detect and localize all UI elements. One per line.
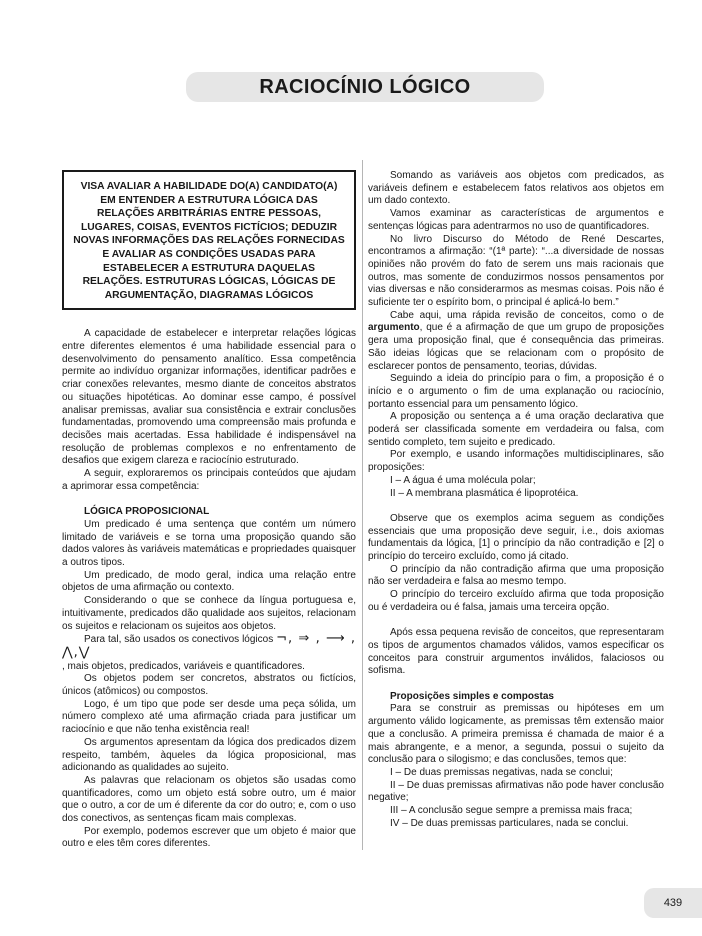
paragraph: Um predicado, de modo geral, indica uma relação entre objetos de uma afirmação ou contexto. xyxy=(62,569,356,594)
list-item: II – A membrana plasmática é lipoprotéica. xyxy=(390,487,579,499)
spacer xyxy=(368,615,664,628)
paragraph: Para se construir as premissas ou hipóteses em um argumento válido logicamente, as premissas têm extensão maior que a conclusão. A primeira premissa é chamada de maior é a mais abrangente, e a menor, a segunda, possui o sujeito da conclusão para o silogismo; e das conclusões, temos que: xyxy=(368,703,664,766)
connectives-tail: , mais objetos, predicados, variáveis e quantificadores. xyxy=(62,660,305,672)
paragraph: Vamos examinar as características de argumentos e sentenças lógicas para adentrarmos no uso de quantificadores. xyxy=(368,208,664,232)
list-item: III – A conclusão segue sempre a premissa mais fraca; xyxy=(390,805,633,817)
paragraph: O princípio da não contradição afirma que uma proposição não ser verdadeira e falsa ao mesmo tempo. xyxy=(368,563,664,588)
paragraph: Após essa pequena revisão de conceitos, que representaram os tipos de argumentos chamados válidos, vamos especificar os conceitos para construir argumentos inválidos, falaciosos ou sofisma. xyxy=(368,627,664,677)
connectives-lead: Para tal, são usados os conectivos lógicos xyxy=(84,634,274,646)
right-column xyxy=(368,170,664,831)
paragraph: Um predicado é uma sentença que contém um número limitado de variáveis e se torna uma proposição quando são dados valores às variáveis matemáticas e propriedades quaisquer a outros tipos. xyxy=(62,518,356,568)
argumento-tail: , que é a afirmação de que um grupo de proposições gera uma proposição final, que é consequência das primeiras. São ideias lógicas que se relacionam com o propósito de esclarecer pontos de pensamento, teorias, dúvidas. xyxy=(368,322,664,372)
argumento-lead: Cabe aqui, uma rápida revisão de conceitos, como o de xyxy=(390,309,664,321)
paragraph-argumento xyxy=(368,310,664,374)
paragraph: A proposição ou sentença a é uma oração declarativa que poderá ser classificada somente em verdadeira ou falsa, com sentido completo, tem sujeito e predicado. xyxy=(368,411,664,448)
page-number-tab xyxy=(644,888,702,918)
section-heading: Proposições simples e compostas xyxy=(390,690,554,702)
left-column xyxy=(62,170,356,851)
spacer xyxy=(368,500,664,513)
argumento-term: argumento xyxy=(368,322,420,334)
spacer xyxy=(368,678,664,691)
paragraph: Seguindo a ideia do princípio para o fim, a proposição é o início e o argumento o fim de uma explanação ou raciocínio, portanto essencial para um pensamento lógico. xyxy=(368,373,664,410)
chapter-title: RACIOCÍNIO LÓGICO xyxy=(259,75,471,98)
paragraph: A seguir, exploraremos os principais conteúdos que ajudam a aprimorar essa competência: xyxy=(62,468,356,492)
connectives-symbols: ¬, ⇒ , ⟶ , ⋀,⋁ xyxy=(62,631,357,660)
paragraph: A capacidade de estabelecer e interpretar relações lógicas entre diferentes elementos é uma habilidade essencial para o desenvolvimento do pensamento analítico. Essa competência permite ao indivíduo organizar informações, identificar padrões e criar conexões relevantes, mesmo diante de conceitos abstratos ou situações hipotéticas. Ao dominar esse campo, é possível analisar premissas, avaliar sua consistência e extrair conclusões fundamentadas, promovendo uma compreensão mais profunda e decisões mais acertadas. Essa habilidade é indispensável na resolução de problemas complexos e no enfrentamento de desafios que exigem clareza e raciocínio estruturado. xyxy=(62,328,356,467)
paragraph: Por exemplo, podemos escrever que um objeto é maior que outro e eles têm cores diferentes. xyxy=(62,825,356,850)
list-item: II – De duas premissas afirmativas não pode haver conclusão negative; xyxy=(368,779,664,804)
column-divider xyxy=(362,160,363,850)
chapter-title-bar xyxy=(186,72,544,102)
list-item: I – De duas premissas negativas, nada se conclui; xyxy=(390,767,613,778)
paragraph: Por exemplo, e usando informações multidisciplinares, são proposições: xyxy=(368,449,664,474)
spacer xyxy=(62,493,356,506)
list-item: IV – De duas premissas particulares, nada se conclui. xyxy=(390,817,629,829)
paragraph: No livro Discurso do Método de René Descartes, encontramos a afirmação: “(1ª parte): “...a diversidade de nossas opiniões não provém do fato de serem uns mais racionais que outros, mas somente de conduzirmos nossos pensamentos por vias diversas e não considerarmos as mesmas coisas. Pois não é suficiente ter o espírito bom, o principal é aplicá-lo bem.” xyxy=(368,233,664,309)
paragraph: Os argumentos apresentam da lógica dos predicados dizem respeito, também, àqueles da lógica proposicional, mas adicionando as qualidades ao sujeito. xyxy=(62,736,356,774)
paragraph: O princípio do terceiro excluído afirma que toda proposição ou é verdadeira ou é falsa, jamais uma terceira opção. xyxy=(368,589,664,613)
paragraph: Logo, é um tipo que pode ser desde uma peça sólida, um número complexo até uma afirmação criada para justificar um raciocínio e que não tenha existência real! xyxy=(62,698,356,736)
paragraph: Somando as variáveis aos objetos com predicados, as variáveis definem e estabelecem fatos relativos aos objetos em um dado contexto. xyxy=(368,170,664,207)
paragraph-connectives xyxy=(62,633,356,673)
list-item: I – A água é uma molécula polar; xyxy=(390,474,536,486)
page-number: 439 xyxy=(663,897,683,909)
section-heading: LÓGICA PROPOSICIONAL xyxy=(84,506,210,518)
paragraph: As palavras que relacionam os objetos são usadas como quantificadores, como um objeto está sobre outro, um é maior que o outro, a cor de um é diferente da cor do outro; e, com o uso dos conectivos, as sentenças ficam mais complexas. xyxy=(62,774,356,825)
paragraph: Observe que os exemplos acima seguem as condições essenciais que uma proposição deve seguir, i.e., dois axiomas fundamentais da lógica, [1] o princípio da não contradição e [2] o princípio do terceiro excluído, como já citado. xyxy=(368,512,664,563)
paragraph: Considerando o que se conhece da língua portuguesa e, intuitivamente, predicados dão qualidade aos sujeitos, relacionam os sujeitos e relacionam os sujeitos aos objetos. xyxy=(62,595,356,632)
paragraph: Os objetos podem ser concretos, abstratos ou fictícios, únicos (atômicos) ou compostos. xyxy=(62,673,356,698)
objective-box: VISA AVALIAR A HABILIDADE DO(A) CANDIDATO(A) EM ENTENDER A ESTRUTURA LÓGICA DAS RELAÇÕES ARBITRÁRIAS ENTRE PESSOAS, LUGARES, COISAS, EVENTOS FICTÍCIOS; DEDUZIR NOVAS INFORMAÇÕES DAS RELAÇÕES FORNECIDAS E AVALIAR AS CONDIÇÕES USADAS PARA ESTABELECER A ESTRUTURA DAQUELAS RELAÇÕES. ESTRUTURAS LÓGICAS, LÓGICAS DE ARGUMENTAÇÃO, DIAGRAMAS LÓGICOS xyxy=(62,170,356,310)
